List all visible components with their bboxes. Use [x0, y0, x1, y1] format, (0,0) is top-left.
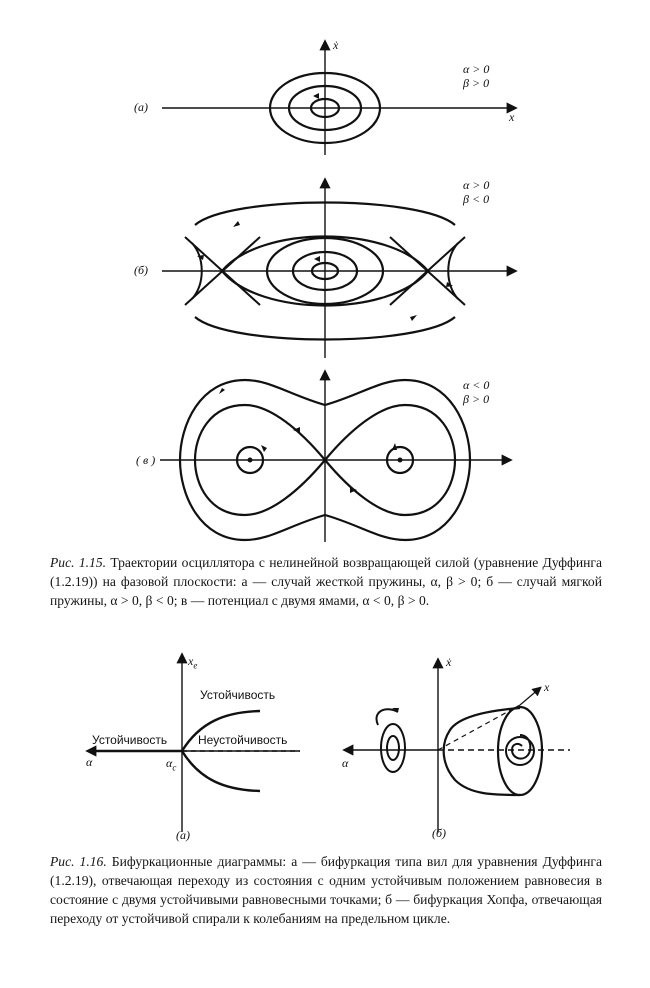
figure-1-15-panel-c [0, 368, 650, 548]
panel-label-1-16-a: (а) [176, 828, 190, 842]
condition-beta-a: β > 0 [463, 76, 490, 90]
label-unstable: Неустойчивость [198, 733, 288, 747]
axis-label-xe: $x_e$ [188, 654, 198, 671]
condition-alpha-b: α > 0 [463, 178, 490, 192]
axis-label-x: x [509, 110, 515, 124]
alpha-c-sub: c [172, 762, 177, 773]
figure-1-16-caption [50, 852, 602, 928]
condition-beta-c: β > 0 [463, 392, 490, 406]
label-stable-top: Устойчивость [200, 688, 276, 702]
panel-label-c: ( в ) [136, 453, 156, 467]
panel-label-a: (а) [134, 100, 148, 114]
condition-alpha-c: α < 0 [463, 378, 490, 392]
caption-text-1-15: Траектории осциллятора с нелинейной возвращающей силой (уравнение Дуффинга (1.2.19)) на фазовой плоскости: а — случай жесткой пружины, α, β > 0; б — случай мягкой пружины, α > 0, β < 0; в — потенциал с двумя ямами, α < 0, β > 0. [50, 555, 602, 608]
condition-alpha-a: α > 0 [463, 62, 490, 76]
panel-label-b: (б) [134, 263, 149, 277]
figure-1-15-panel-a [0, 38, 650, 158]
axis-label-x-diag: x [544, 680, 550, 694]
panel-label-1-16-b: (б) [432, 826, 447, 840]
caption-text-1-16: Бифуркационные диаграммы: а — бифуркация типа вил для уравнения Дуффинга (1.2.19), отвечающая переходу из состояния с одним устойчивым положением равновесия в состояние с двумя устойчивыми равновесными точками; б — бифуркация Хопфа, отвечающая переходу от устойчивой спирали к колебаниям на предельном цикле. [50, 854, 603, 926]
axis-label-alpha-a: α [86, 755, 93, 769]
axis-label-alpha-b: α [342, 756, 349, 770]
caption-label-1-16: Рис. 1.16. [50, 854, 107, 869]
figure-1-15-caption [50, 553, 602, 610]
alpha-c-label: $\alpha_c$ [166, 756, 177, 773]
figure-1-15-panel-b [0, 175, 650, 365]
figure-1-16-panel-b [320, 650, 580, 850]
axis-label-xdot: ẋ [333, 38, 339, 52]
axis-label-xe-sub: e [193, 660, 198, 671]
condition-beta-b: β < 0 [463, 192, 490, 206]
figure-1-16-panel-a [0, 650, 320, 850]
axis-label-xdot-b: ẋ [446, 655, 452, 669]
label-stable-left: Устойчивость [92, 733, 168, 747]
caption-label-1-15: Рис. 1.15. [50, 555, 107, 570]
